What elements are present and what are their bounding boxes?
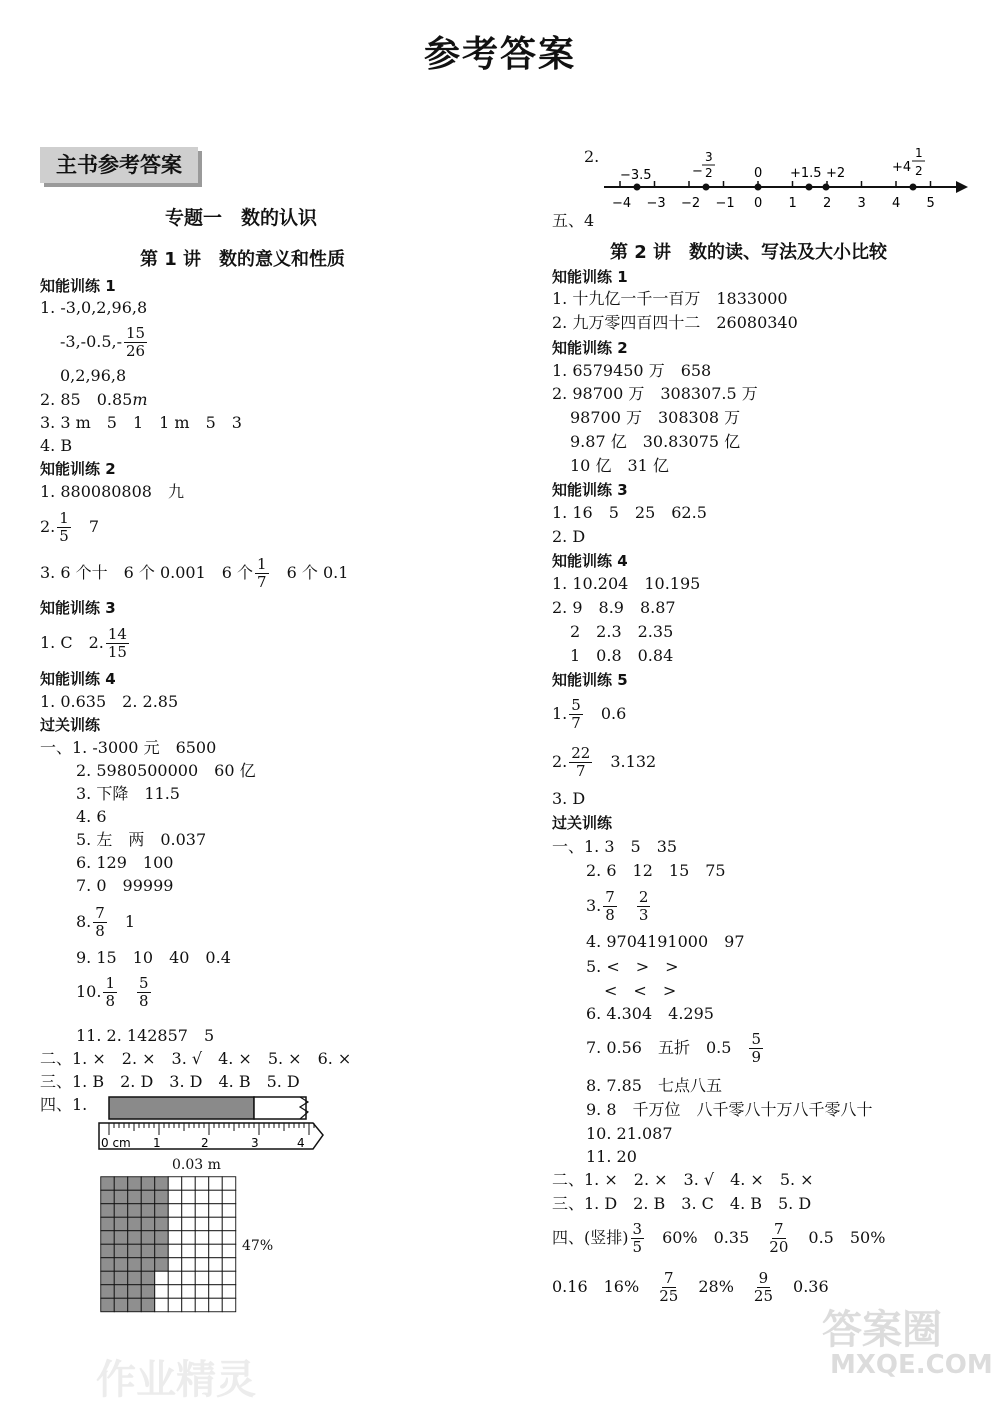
answer-line: 三、1. D 2. B 3. C 4. B 5. D	[552, 1194, 812, 1213]
grid-cell-filled	[141, 1231, 155, 1245]
point-f	[910, 184, 917, 191]
grid-cell	[182, 1190, 196, 1204]
point-label-f-num: 1	[915, 146, 923, 160]
grid-cell-filled	[114, 1204, 128, 1218]
fraction	[255, 556, 269, 591]
answer-line: 2. 6 12 15 75	[586, 861, 726, 880]
answer-line: 5. < > >	[586, 957, 679, 976]
grid-cell-filled	[141, 1285, 155, 1299]
fraction	[657, 1270, 680, 1305]
denominator: 25	[659, 1287, 679, 1305]
answer-text: 8.	[76, 912, 92, 931]
answer-line: 四、1.	[40, 1095, 88, 1114]
grid-cell	[195, 1177, 209, 1191]
grid-cell-filled	[101, 1204, 115, 1218]
answer-text: 3.	[586, 896, 602, 915]
numerator: 5	[571, 696, 581, 714]
grid-cell	[195, 1244, 209, 1258]
answer-text: 0.36	[793, 1277, 829, 1296]
grid-cell-filled	[155, 1177, 169, 1191]
grid-cell-filled	[128, 1217, 142, 1231]
answer-line: 2. 5980500000 60 亿	[76, 761, 256, 780]
answer-text: 2. 85 0.85	[40, 390, 133, 409]
answer-line: 3. 3 m 5 1 1 m 5 3	[40, 413, 242, 432]
ruler-label-3: 3	[251, 1136, 259, 1150]
fraction	[124, 325, 147, 360]
point-b	[703, 184, 710, 191]
answer-line: 三、1. B 2. D 3. D 4. B 5. D	[40, 1072, 300, 1091]
grid-cell	[209, 1204, 223, 1218]
percent-grid	[100, 1176, 237, 1313]
answer-line: 二、1. × 2. × 3. √ 4. × 5. × 6. ×	[40, 1049, 352, 1068]
numerator: 14	[107, 625, 127, 643]
grid-cell-filled	[114, 1258, 128, 1272]
answer-text: 0.6	[600, 704, 627, 723]
denominator: 25	[753, 1287, 773, 1305]
lesson1-heading: 第 1 讲 数的意义和性质	[140, 249, 346, 270]
answer-line: < < >	[604, 981, 677, 1000]
grid-cell	[222, 1285, 236, 1299]
answer-text: 7	[88, 517, 100, 536]
answer-line: 4. B	[40, 436, 73, 455]
grid-cell	[209, 1285, 223, 1299]
answer-line: 10 亿 31 亿	[570, 456, 669, 475]
grid-cell-filled	[101, 1190, 115, 1204]
grid-cell	[182, 1177, 196, 1191]
answer-line: 5. 左 两 0.037	[76, 830, 207, 849]
axis-tick-label: 5	[926, 196, 935, 211]
grid-cell	[168, 1217, 182, 1231]
point-label-a: −3.5	[620, 168, 652, 183]
answer-line: 3. 下降 11.5	[76, 784, 180, 803]
grid-cell	[182, 1285, 196, 1299]
denominator: 3	[638, 906, 649, 924]
numerator: 1	[59, 509, 69, 527]
numerator: 22	[571, 744, 591, 762]
grid-cell	[182, 1258, 196, 1272]
grid-cell	[222, 1244, 236, 1258]
grid-cell-filled	[114, 1285, 128, 1299]
answer-line	[586, 1028, 765, 1068]
grid-cell	[209, 1231, 223, 1245]
answer-text: 6 个 0.1	[286, 563, 349, 582]
answer-text: 2.	[552, 752, 568, 771]
grid-cell-filled	[128, 1271, 142, 1285]
grid-cell-filled	[128, 1244, 142, 1258]
grid-cell-filled	[141, 1217, 155, 1231]
denominator: 20	[769, 1238, 789, 1256]
denominator: 15	[107, 643, 127, 661]
denominator: 26	[126, 342, 146, 360]
grid-cell	[195, 1271, 209, 1285]
point-e	[823, 184, 830, 191]
grid-cell-filled	[101, 1271, 115, 1285]
answer-text: -3,-0.5,-	[60, 332, 123, 351]
grid-cell-filled	[128, 1231, 142, 1245]
answer-text: 10.	[76, 982, 102, 1001]
numerator: 7	[774, 1220, 784, 1238]
guoguan-heading: 过关训练	[552, 814, 613, 832]
fraction	[749, 1031, 763, 1066]
grid-cell	[209, 1244, 223, 1258]
answer-line: 9. 15 10 40 0.4	[76, 948, 231, 967]
numerator: 9	[758, 1269, 769, 1287]
grid-cell	[222, 1204, 236, 1218]
point-d	[806, 184, 813, 191]
ruler-label-0: 0 cm	[101, 1136, 131, 1150]
ruler-label-1: 1	[153, 1136, 161, 1150]
grid-percent-label: 47%	[242, 1238, 274, 1254]
page-title: 参考答案	[423, 34, 576, 75]
fraction	[603, 889, 617, 924]
grid-cell	[209, 1271, 223, 1285]
point-a	[634, 184, 641, 191]
answer-line	[40, 623, 131, 663]
answer-line	[76, 972, 153, 1012]
grid-cell-filled	[155, 1258, 169, 1272]
zn4-heading: 知能训练 4	[552, 552, 628, 570]
grid-cell-filled	[101, 1217, 115, 1231]
grid-cell	[195, 1231, 209, 1245]
grid-cell-filled	[101, 1298, 115, 1312]
numerator: 7	[663, 1269, 674, 1287]
grid-cell	[222, 1271, 236, 1285]
denominator: 8	[95, 922, 105, 940]
denominator: 5	[59, 527, 69, 545]
answer-line: 11. 2. 142857 5	[76, 1026, 215, 1045]
answer-text: 3. 6 个十 6 个 0.001 6 个	[40, 563, 254, 582]
zn2-heading: 知能训练 2	[40, 460, 116, 478]
grid-cell-filled	[155, 1231, 169, 1245]
grid-cell	[182, 1217, 196, 1231]
answer-line: 2. 九万零四百四十二 26080340	[552, 313, 798, 332]
watermark-logo: 答案圈	[822, 1307, 942, 1353]
grid-cell-filled	[128, 1298, 142, 1312]
numerator: 1	[257, 555, 267, 573]
grid-cell	[222, 1177, 236, 1191]
answer-line	[586, 886, 652, 926]
grid-cell-filled	[101, 1231, 115, 1245]
answer-line: 2. 9 8.9 8.87	[552, 598, 676, 617]
answer-text: 28%	[698, 1277, 734, 1296]
grid-cell-filled	[141, 1177, 155, 1191]
point-label-e: +2	[826, 166, 846, 181]
grid-cell	[209, 1177, 223, 1191]
grid-cell-filled	[128, 1204, 142, 1218]
answer-line: 2 2.3 2.35	[570, 622, 674, 641]
answer-line	[552, 694, 626, 734]
answer-text: 1	[124, 912, 136, 931]
ruler-label-2: 2	[201, 1136, 209, 1150]
grid-cell-filled	[141, 1244, 155, 1258]
answer-line	[60, 322, 149, 362]
grid-cell	[168, 1231, 182, 1245]
watermark-text: 作业精灵	[96, 1357, 256, 1403]
grid-cell	[168, 1204, 182, 1218]
answer-line	[552, 742, 656, 782]
grid-cell	[182, 1271, 196, 1285]
grid-cell	[168, 1271, 182, 1285]
answer-line: 1. -3,0,2,96,8	[40, 298, 148, 317]
fraction	[637, 889, 651, 924]
answer-text: 1.	[552, 704, 568, 723]
point-label-b-num: 3	[705, 150, 713, 164]
fraction	[752, 1270, 775, 1305]
denominator: 8	[605, 906, 615, 924]
numerator: 1	[105, 974, 115, 992]
answer-line	[76, 902, 135, 942]
grid-cell	[209, 1217, 223, 1231]
grid-cell	[182, 1231, 196, 1245]
grid-cell	[182, 1204, 196, 1218]
answer-text: 2.	[40, 517, 56, 536]
answer-line: 1. 16 5 25 62.5	[552, 503, 707, 522]
grid-cell	[168, 1190, 182, 1204]
answer-line: 1. 0.635 2. 2.85	[40, 692, 179, 711]
grid-cell	[182, 1298, 196, 1312]
answer-line: 2. D	[552, 527, 586, 546]
answer-line: 二、1. × 2. × 3. √ 4. × 5. ×	[552, 1170, 814, 1189]
answer-text: 7. 0.56 五折 0.5	[586, 1038, 732, 1057]
zn4-heading: 知能训练 4	[40, 670, 116, 688]
lesson2-heading: 第 2 讲 数的读、写法及大小比较	[610, 242, 888, 263]
denominator: 5	[632, 1238, 643, 1256]
answer-line: 1. 10.204 10.195	[552, 574, 701, 593]
grid-cell-filled	[141, 1258, 155, 1272]
grid-cell-filled	[141, 1271, 155, 1285]
numerator: 7	[605, 888, 615, 906]
grid-cell	[195, 1258, 209, 1272]
grid-cell-filled	[101, 1177, 115, 1191]
answer-text: 1. C 2.	[40, 633, 104, 652]
answer-line: 一、1. 3 5 35	[552, 837, 678, 856]
grid-cell-filled	[101, 1244, 115, 1258]
fraction	[103, 975, 117, 1010]
grid-cell	[195, 1190, 209, 1204]
answer-text: 3.132	[610, 752, 657, 771]
point-label-d: +1.5	[790, 166, 822, 181]
grid-cell-filled	[155, 1244, 169, 1258]
grid-cell-filled	[128, 1190, 142, 1204]
axis-tick-label: −2	[681, 196, 701, 211]
grid-cell	[222, 1217, 236, 1231]
fraction	[106, 626, 129, 661]
denominator: 7	[576, 762, 586, 780]
point-label-b-den: 2	[705, 166, 713, 180]
grid-cell	[222, 1190, 236, 1204]
strip-remainder	[254, 1097, 306, 1119]
answer-line: 6. 4.304 4.295	[586, 1004, 714, 1023]
numerator: 2	[638, 888, 649, 906]
grid-cell	[209, 1298, 223, 1312]
grid-cell-filled	[141, 1204, 155, 1218]
grid-cell	[209, 1258, 223, 1272]
grid-cell-filled	[128, 1177, 142, 1191]
answer-line: 1. 6579450 万 658	[552, 361, 712, 380]
axis-arrow	[956, 181, 968, 193]
grid-cell	[222, 1298, 236, 1312]
grid-cell-filled	[114, 1231, 128, 1245]
grid-cell	[168, 1244, 182, 1258]
grid-cell	[155, 1298, 169, 1312]
grid-cell	[168, 1285, 182, 1299]
watermark-site: MXQE.COM	[830, 1350, 993, 1380]
answer-line: 9.87 亿 30.83075 亿	[570, 432, 741, 451]
grid-cell-filled	[128, 1258, 142, 1272]
fraction	[137, 975, 151, 1010]
grid-cell-filled	[114, 1271, 128, 1285]
grid-cell	[209, 1190, 223, 1204]
axis-tick-label: 2	[823, 196, 832, 211]
point-label-b: −	[692, 164, 703, 179]
zn1-heading: 知能训练 1	[40, 277, 116, 295]
grid-cell	[155, 1285, 169, 1299]
fraction	[57, 510, 71, 545]
answer-line: 1. 十九亿一千一百万 1833000	[552, 289, 788, 308]
grid-cell-filled	[114, 1298, 128, 1312]
grid-cell	[195, 1285, 209, 1299]
grid-cell-filled	[114, 1177, 128, 1191]
answer-line	[40, 390, 148, 410]
grid-cell	[195, 1217, 209, 1231]
point-label-c: 0	[754, 166, 763, 181]
answer-line: 0,2,96,8	[60, 366, 127, 385]
denominator: 9	[751, 1048, 761, 1066]
answer-line: 98700 万 308308 万	[570, 408, 741, 427]
answer-line: 4. 6	[76, 807, 107, 826]
axis-tick-label: 1	[788, 196, 797, 211]
unit-text: m	[132, 390, 148, 409]
fraction	[767, 1221, 790, 1256]
grid-cell	[195, 1204, 209, 1218]
answer-line: 4. 9704191000 97	[586, 932, 745, 951]
answer-line: 1 0.8 0.84	[570, 646, 674, 665]
guoguan-heading: 过关训练	[40, 716, 101, 734]
numerator: 15	[126, 324, 146, 342]
fraction	[569, 745, 592, 780]
point-label-f-den: 2	[915, 164, 923, 178]
answer-text: 60% 0.35	[662, 1228, 750, 1247]
grid-cell-filled	[114, 1190, 128, 1204]
answer-line	[40, 507, 99, 547]
answer-line: 11. 20	[586, 1147, 637, 1166]
answer-line: 9. 8 千万位 八千零八十万八千零八十	[586, 1100, 873, 1119]
zn5-heading: 知能训练 5	[552, 671, 628, 689]
numerator: 3	[632, 1220, 643, 1238]
grid-cell-filled	[155, 1190, 169, 1204]
answer-line	[552, 1218, 885, 1258]
ruler-label-4: 4	[297, 1136, 305, 1150]
fraction	[93, 905, 107, 940]
grid-cell-filled	[114, 1244, 128, 1258]
section-badge: 主书参考答案	[40, 147, 198, 183]
answer-text: 四、(竖排)	[552, 1228, 629, 1247]
point-c	[755, 184, 762, 191]
answer-line: 6. 129 100	[76, 853, 174, 872]
zn3-heading: 知能训练 3	[552, 481, 628, 499]
denominator: 7	[257, 573, 267, 591]
answer-text: 0.16 16%	[552, 1277, 640, 1296]
grid-cell	[222, 1258, 236, 1272]
axis-ticks	[612, 181, 935, 211]
denominator: 8	[105, 992, 115, 1010]
answer-line: 2.	[584, 147, 600, 166]
numerator: 5	[139, 974, 149, 992]
axis-tick-label: −4	[612, 196, 632, 211]
axis-tick-label: 0	[754, 196, 763, 211]
numerator: 5	[751, 1030, 761, 1048]
ruler-diagram	[95, 1095, 335, 1159]
zn2-heading: 知能训练 2	[552, 339, 628, 357]
answer-line: 1. 880080808 九	[40, 482, 184, 501]
answer-text: 0.5 50%	[808, 1228, 886, 1247]
grid-cell	[155, 1271, 169, 1285]
answer-line: 8. 7.85 七点八五	[586, 1076, 722, 1095]
number-line	[600, 145, 970, 211]
answer-line: 10. 21.087	[586, 1124, 673, 1143]
answer-line	[40, 553, 348, 593]
grid-cell-filled	[101, 1258, 115, 1272]
axis-tick-label: 4	[892, 196, 901, 211]
zn1-heading: 知能训练 1	[552, 268, 628, 286]
denominator: 8	[139, 992, 149, 1010]
grid-cell-filled	[155, 1204, 169, 1218]
measured-strip	[109, 1097, 254, 1119]
answer-line: 3. D	[552, 789, 586, 808]
grid-cell-filled	[141, 1190, 155, 1204]
grid-cell-filled	[114, 1217, 128, 1231]
fraction	[569, 697, 583, 732]
answer-line: 一、1. -3000 元 6500	[40, 738, 217, 757]
grid-cell	[182, 1244, 196, 1258]
grid-cell	[168, 1298, 182, 1312]
grid-cell	[168, 1258, 182, 1272]
grid-cell	[195, 1298, 209, 1312]
ruler-value: 0.03 m	[172, 1157, 221, 1173]
answer-line: 五、4	[552, 211, 595, 230]
grid-cell	[222, 1231, 236, 1245]
point-label-f: +4	[892, 160, 912, 175]
grid-cell	[168, 1177, 182, 1191]
numerator: 7	[95, 904, 105, 922]
axis-tick-label: −3	[646, 196, 666, 211]
answer-line	[552, 1267, 829, 1307]
zn3-heading: 知能训练 3	[40, 599, 116, 617]
grid-cell-filled	[141, 1298, 155, 1312]
axis-tick-label: 3	[857, 196, 866, 211]
grid-cell-filled	[128, 1285, 142, 1299]
answer-line: 7. 0 99999	[76, 876, 174, 895]
grid-cell-filled	[101, 1285, 115, 1299]
fraction	[631, 1221, 645, 1256]
axis-tick-label: −1	[715, 196, 735, 211]
answer-line: 2. 98700 万 308307.5 万	[552, 384, 758, 403]
denominator: 7	[571, 714, 581, 732]
grid-cell-filled	[155, 1217, 169, 1231]
topic-heading: 专题一 数的认识	[165, 207, 318, 229]
